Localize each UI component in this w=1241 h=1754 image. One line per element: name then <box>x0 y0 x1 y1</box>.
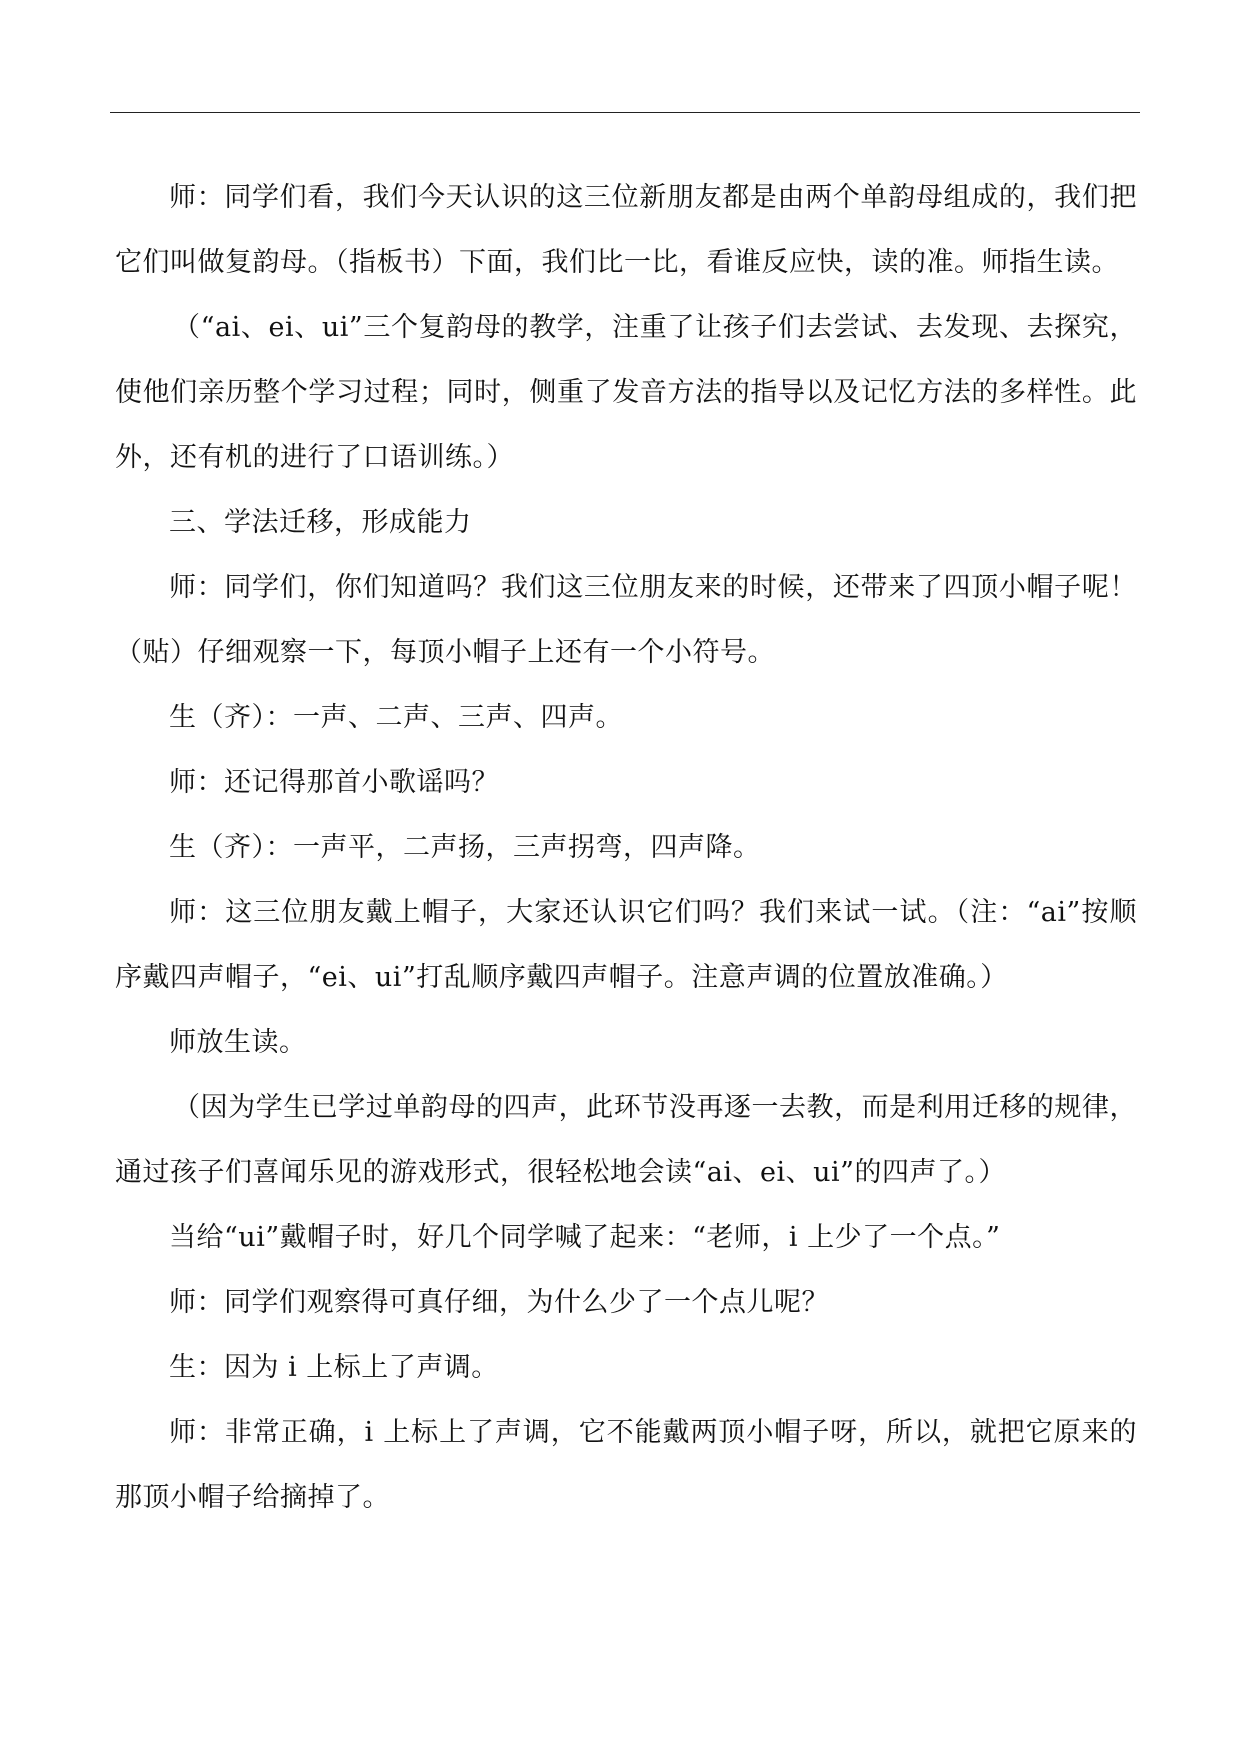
paragraph-teaching-note-2: （因为学生已学过单韵母的四声，此环节没再逐一去教，而是利用迁移的规律，通过孩子们喜闻乐见的游戏形式，很轻松地会读“ai、ei、ui”的四声了。） <box>115 1092 1137 1188</box>
paragraph-teacher-rhyme-question: 师：还记得那首小歌谣吗？ <box>169 767 499 798</box>
section-heading: 三、学法迁移，形成能力 <box>169 507 472 538</box>
paragraph-ui-hat: 当给“ui”戴帽子时，好几个同学喊了起来：“老师，i 上少了一个点。” <box>169 1222 1001 1253</box>
paragraph-teaching-note-1: （“ai、ei、ui”三个复韵母的教学，注重了让孩子们去尝试、去发现、去探究，使他们亲历整个学习过程；同时，侧重了发音方法的指导以及记忆方法的多样性。此外，还有机的进行了口语训练。） <box>115 312 1137 473</box>
header-rule <box>110 112 1140 113</box>
paragraph-teacher-try: 师：这三位朋友戴上帽子，大家还认识它们吗？我们来试一试。（注：“ai”按顺序戴四声帽子，“ei、ui”打乱顺序戴四声帽子。注意声调的位置放准确。） <box>115 897 1137 993</box>
paragraph-teacher-hats: 师：同学们，你们知道吗？我们这三位朋友来的时候，还带来了四顶小帽子呢！（贴）仔细观察一下，每顶小帽子上还有一个小符号。 <box>115 572 1137 668</box>
paragraph-students-tones: 生（齐）：一声、二声、三声、四声。 <box>169 702 623 733</box>
paragraph-teacher-conclusion: 师：非常正确，i 上标上了声调，它不能戴两顶小帽子呀，所以，就把它原来的那顶小帽子给摘掉了。 <box>115 1417 1137 1513</box>
paragraph-teacher-release: 师放生读。 <box>169 1027 307 1058</box>
paragraph-students-rhyme: 生（齐）：一声平，二声扬，三声拐弯，四声降。 <box>169 832 761 863</box>
paragraph-student-answer: 生：因为 i 上标上了声调。 <box>169 1352 499 1383</box>
document-body <box>115 165 1137 1530</box>
paragraph-teacher-observe: 师：同学们观察得可真仔细，为什么少了一个点儿呢？ <box>169 1287 829 1318</box>
paragraph-teacher-intro: 师：同学们看，我们今天认识的这三位新朋友都是由两个单韵母组成的，我们把它们叫做复韵母。（指板书）下面，我们比一比，看谁反应快，读的准。师指生读。 <box>115 182 1137 278</box>
